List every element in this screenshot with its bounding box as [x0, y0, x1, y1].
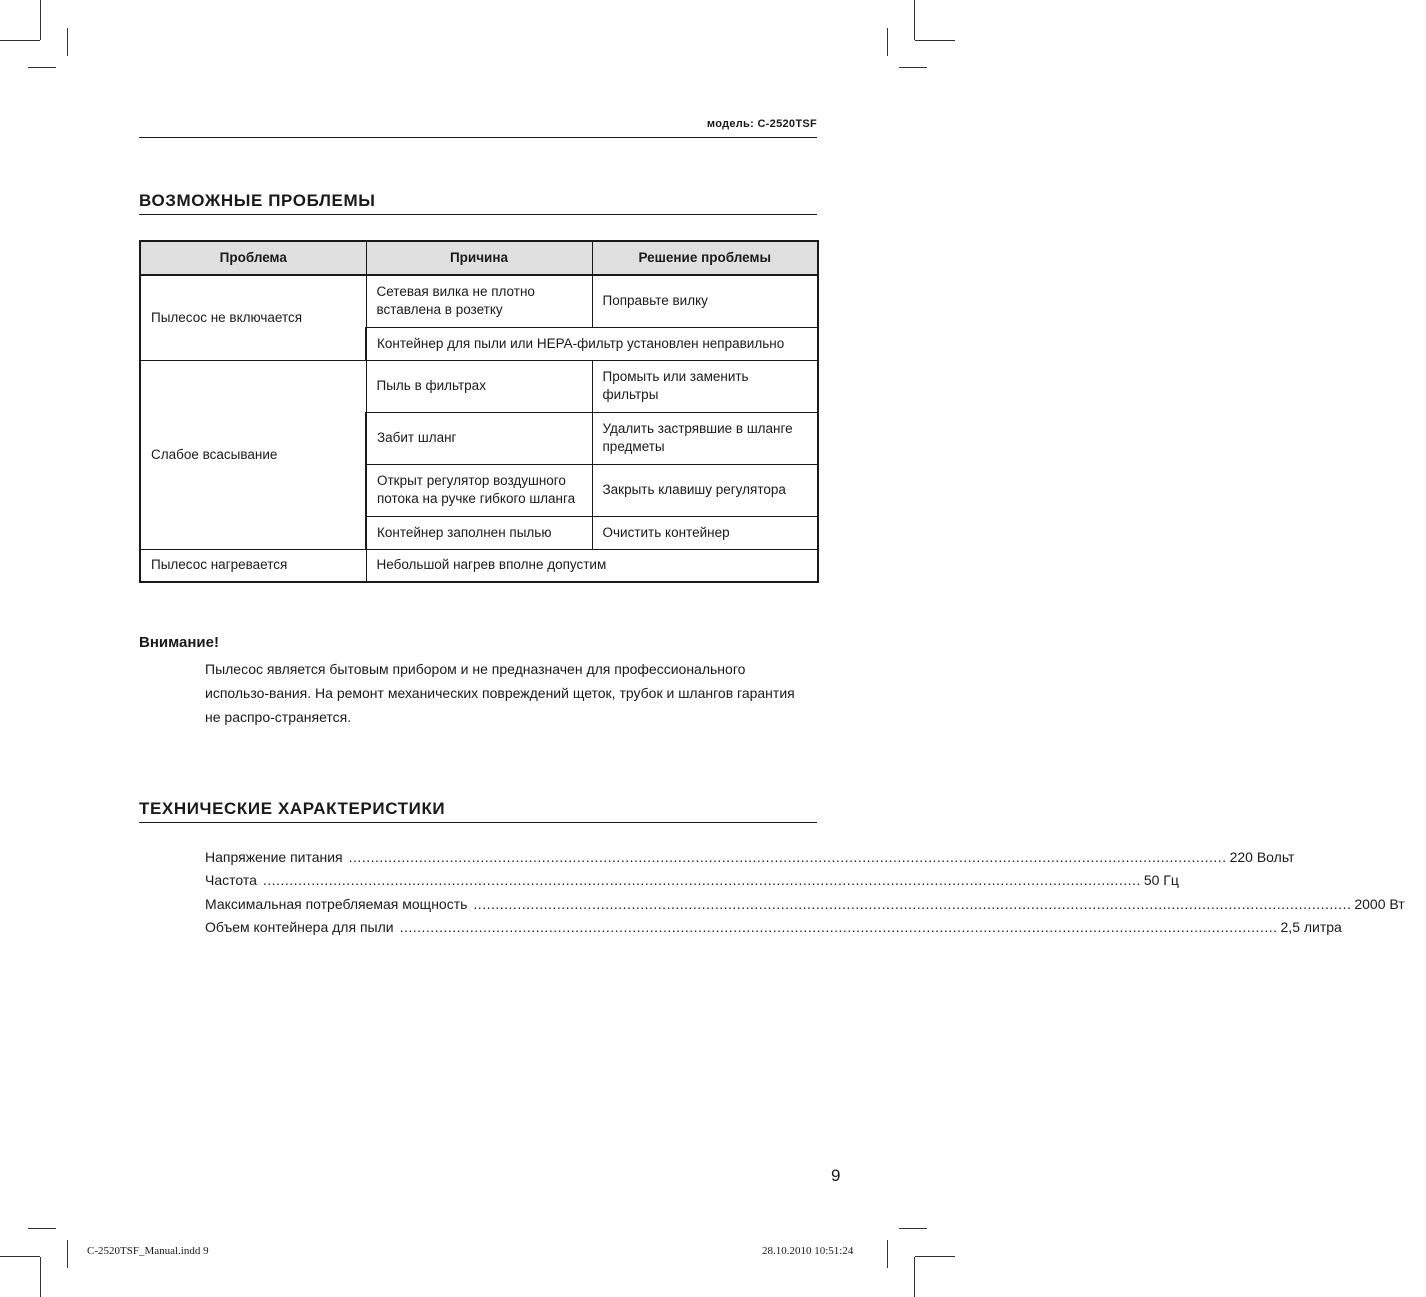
slug-file: C-2520TSF_Manual.indd 9 — [87, 1245, 209, 1257]
solution-cell: Удалить застрявшие в шланге предметы — [592, 412, 818, 464]
spec-row — [205, 869, 1179, 892]
spec-value: 2000 Вт — [1354, 895, 1405, 912]
column-header-cause: Причина — [366, 241, 592, 275]
crop-mark — [914, 1257, 915, 1297]
cause-cell: Пыль в фильтрах — [366, 360, 592, 412]
attention-title: Внимание! — [139, 634, 219, 651]
crop-mark — [899, 67, 927, 68]
table-row — [140, 275, 818, 327]
crop-mark — [0, 1256, 40, 1257]
slug-timestamp: 28.10.2010 10:51:24 — [762, 1245, 854, 1257]
leader-dots: ........................................................................................................................................................................................................ — [399, 918, 1278, 935]
leader-dots: ........................................................................................................................................................................................................ — [348, 849, 1227, 865]
spec-label: Максимальная потребляемая мощность — [205, 895, 468, 912]
table-row — [140, 360, 818, 412]
leader-dots: ........................................................................................................................................................................................................ — [262, 872, 1141, 889]
spec-label: Объем контейнера для пыли — [205, 918, 394, 935]
spec-row — [205, 916, 1342, 939]
cause-cell: Открыт регулятор воздушного потока на ручке гибкого шланга — [366, 464, 592, 516]
crop-mark — [914, 0, 915, 40]
page-number: 9 — [831, 1166, 841, 1185]
spec-value: 220 Вольт — [1229, 849, 1295, 865]
solution-cell: Промыть или заменить фильтры — [592, 360, 818, 412]
problems-section-title: ВОЗМОЖНЫЕ ПРОБЛЕМЫ — [139, 191, 817, 215]
leader-dots: ........................................................................................................................................................................................................ — [473, 895, 1352, 912]
spec-row — [205, 846, 1295, 869]
cause-cell: Контейнер для пыли или HEPA-фильтр установлен неправильно — [366, 327, 818, 360]
specs-list — [205, 846, 1405, 939]
table-header-row — [140, 241, 818, 275]
crop-mark — [915, 40, 955, 41]
spec-value: 2,5 литра — [1280, 918, 1342, 935]
column-header-problem: Проблема — [140, 241, 366, 275]
spec-label: Напряжение питания — [205, 849, 343, 865]
cause-cell: Сетевая вилка не плотно вставлена в розетку — [366, 275, 592, 327]
solution-cell: Закрыть клавишу регулятора — [592, 464, 818, 516]
spec-row — [205, 893, 1405, 916]
solution-cell: Поправьте вилку — [592, 275, 818, 327]
problems-table — [139, 240, 819, 583]
problem-cell: Пылесос не включается — [140, 275, 366, 360]
crop-mark — [0, 40, 40, 41]
crop-mark — [28, 67, 56, 68]
attention-text: Пылесос является бытовым прибором и не предназначен для профессионального использо-вания. На ремонт механических повреждений щеток, трубок и шлангов гарантия не распро-страняется. — [205, 661, 795, 725]
table-row — [140, 549, 818, 582]
crop-mark — [915, 1256, 955, 1257]
crop-mark — [67, 1240, 68, 1268]
spec-label: Частота — [205, 872, 257, 889]
spec-value: 50 Гц — [1143, 872, 1179, 889]
problem-cell: Слабое всасывание — [140, 360, 366, 549]
specs-section-title: ТЕХНИЧЕСКИЕ ХАРАКТЕРИСТИКИ — [139, 799, 817, 823]
cause-cell: Забит шланг — [366, 412, 592, 464]
problem-cell: Пылесос нагревается — [140, 549, 366, 582]
crop-mark — [40, 1257, 41, 1297]
cause-cell: Контейнер заполнен пылью — [366, 516, 592, 549]
crop-mark — [899, 1228, 927, 1229]
solution-cell: Очистить контейнер — [592, 516, 818, 549]
crop-mark — [887, 28, 888, 56]
model-label: модель: C-2520TSF — [706, 118, 817, 130]
crop-mark — [28, 1228, 56, 1229]
crop-mark — [887, 1240, 888, 1268]
crop-mark — [40, 0, 41, 40]
header-rule — [139, 137, 817, 138]
crop-mark — [67, 28, 68, 56]
cause-cell: Небольшой нагрев вполне допустим — [366, 549, 818, 582]
column-header-solution: Решение проблемы — [592, 241, 818, 275]
